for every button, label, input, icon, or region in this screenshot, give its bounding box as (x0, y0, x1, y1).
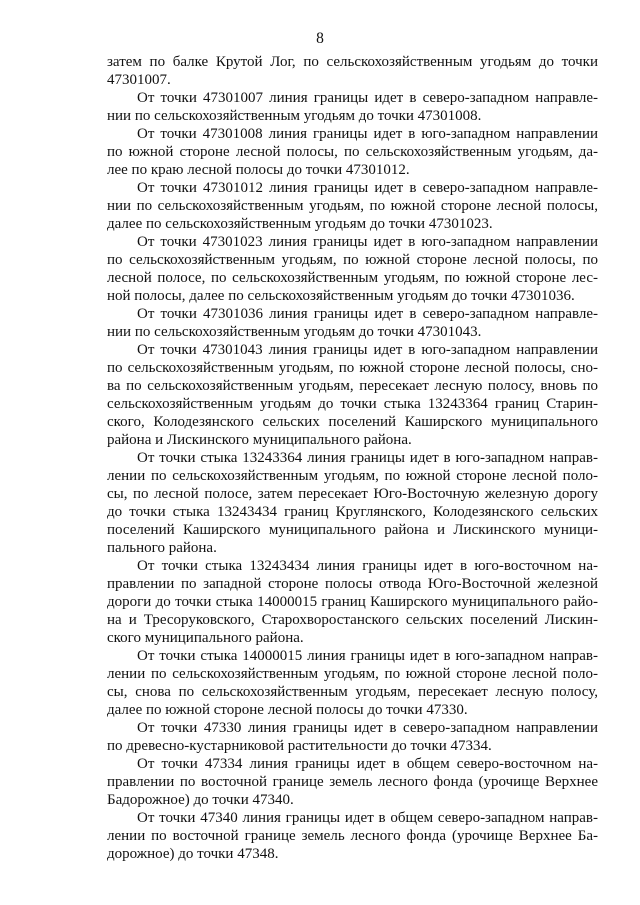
page-number: 8 (316, 30, 324, 47)
text-line: От точки 47301008 линия границы идет в юго-западном направлении (137, 126, 598, 142)
text-line: ва по сельскохозяйственным угодьям, пересекает лесную полосу, вновь по (107, 378, 598, 394)
text-line: лесной полосе, по сельскохозяйственным угодьям, по южной стороне лес- (107, 270, 598, 286)
text-line: затем по балке Крутой Лог, по сельскохозяйственным угодьям до точки (107, 54, 598, 70)
text-line: лее по краю лесной полосы до точки 47301012. (107, 162, 410, 178)
text-line: От точки 47301007 линия границы идет в северо-западном направле- (137, 90, 598, 106)
text-line: От точки стыка 14000015 линия границы идет в юго-западном направ- (137, 648, 598, 664)
text-line: От точки 47301023 линия границы идет в юго-западном направлении (137, 234, 598, 250)
text-line: дорожное) до точки 47348. (107, 846, 279, 862)
text-line: правлении по западной стороне полосы отвода Юго-Восточной железной (107, 576, 598, 592)
text-line: ского муниципального района. (107, 630, 304, 646)
text-line: по сельскохозяйственным угодьям, по южной стороне лесной полосы, сно- (107, 360, 598, 376)
text-line: далее по южной стороне лесной полосы до точки 47330. (107, 702, 468, 718)
text-line: От точки 47340 линия границы идет в общем северо-западном направ- (137, 810, 598, 826)
paragraph (107, 557, 598, 647)
text-line: по древесно-кустарниковой растительности до точки 47334. (107, 738, 492, 754)
text-line: От точки 47301012 линия границы идет в северо-западном направле- (137, 180, 598, 196)
text-line: Бадорожное) до точки 47340. (107, 792, 294, 808)
text-line: лении по восточной границе земель лесного фонда (урочище Верхнее Ба- (107, 828, 598, 844)
text-line: пального района. (107, 540, 217, 556)
text-line: нии по сельскохозяйственным угодьям, по южной стороне лесной полосы, (107, 198, 598, 214)
paragraph (107, 341, 598, 449)
paragraph (107, 305, 598, 341)
paragraph (107, 755, 598, 809)
paragraph (107, 719, 598, 755)
text-line: От точки 47301043 линия границы идет в юго-западном направлении (137, 342, 598, 358)
text-line: сельскохозяйственным угодьям до точки стыка 13243364 границ Старин- (107, 396, 598, 412)
paragraph (107, 809, 598, 863)
text-line: района и Лискинского муниципального района. (107, 432, 412, 448)
text-line: От точки 47301036 линия границы идет в северо-западном направле- (137, 306, 598, 322)
text-line: дороги до точки стыка 14000015 границ Каширского муниципального райо- (107, 594, 598, 610)
paragraph (107, 125, 598, 179)
text-line: лении по сельскохозяйственным угодьям, по южной стороне лесной поло- (107, 468, 598, 484)
paragraph (107, 89, 598, 125)
text-line: по сельскохозяйственным угодьям, по южной стороне лесной полосы, по (107, 252, 598, 268)
text-line: 47301007. (107, 72, 171, 88)
text-line: нии по сельскохозяйственным угодьям до точки 47301008. (107, 108, 482, 124)
text-line: до точки стыка 13243434 границ Круглянского, Колодезянского сельских (107, 504, 598, 520)
text-line: лении по сельскохозяйственным угодьям, по южной стороне лесной поло- (107, 666, 598, 682)
text-line: От точки 47334 линия границы идет в общем северо-восточном на- (137, 756, 598, 772)
text-line: ной полосы, далее по сельскохозяйственным угодьям до точки 47301036. (107, 288, 575, 304)
text-line: От точки стыка 13243364 линия границы идет в юго-западном направ- (137, 450, 598, 466)
text-line: далее по сельскохозяйственным угодьям до точки 47301023. (107, 216, 493, 232)
text-line: От точки стыка 13243434 линия границы идет в юго-восточном на- (137, 558, 598, 574)
paragraph (107, 233, 598, 305)
paragraph (107, 53, 598, 89)
text-line: сы, по лесной полосе, затем пересекает Юго-Восточную железную дорогу (107, 486, 598, 502)
paragraph (107, 647, 598, 719)
text-line: сы, снова по сельскохозяйственным угодьям, пересекает лесную полосу, (107, 684, 598, 700)
text-line: правлении по восточной границе земель лесного фонда (урочище Верхнее (107, 774, 598, 790)
text-line: ского, Колодезянского сельских поселений Каширского муниципального (107, 414, 598, 430)
paragraph (107, 449, 598, 557)
text-line: поселений Каширского муниципального района и Лискинского муници- (107, 522, 598, 538)
text-line: по южной стороне лесной полосы, по сельскохозяйственным угодьям, да- (107, 144, 598, 160)
text-line: на и Тресоруковского, Старохворостанского сельских поселений Лискин- (107, 612, 598, 628)
text-line: нии по сельскохозяйственным угодьям до точки 47301043. (107, 324, 482, 340)
paragraph (107, 179, 598, 233)
text-line: От точки 47330 линия границы идет в северо-западном направлении (137, 720, 598, 736)
document-body (107, 53, 598, 863)
